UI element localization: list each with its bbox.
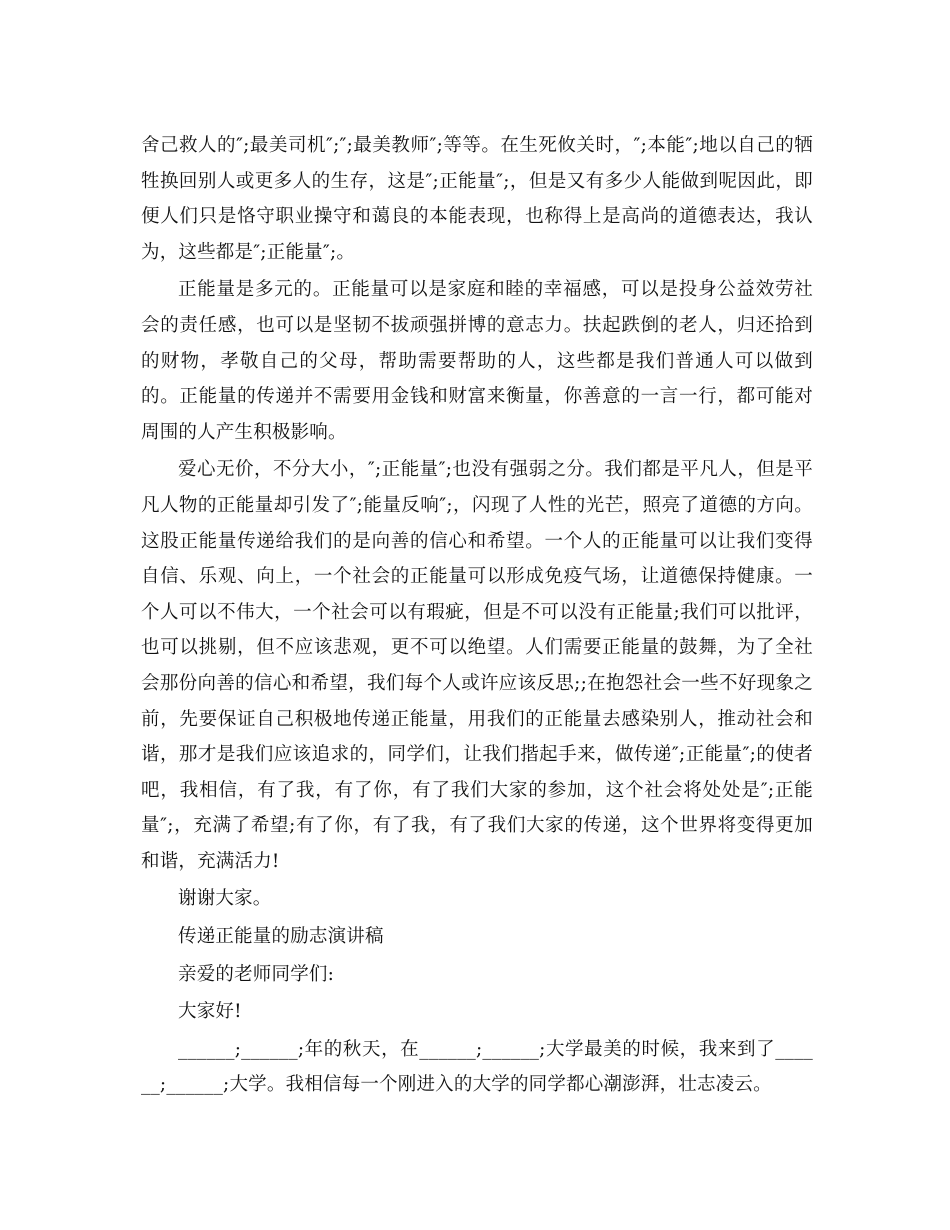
greeting: 大家好!: [178, 1001, 242, 1023]
salutation: 亲爱的老师同学们:: [178, 963, 335, 985]
paragraph-thanks: 谢谢大家。: [178, 888, 272, 910]
paragraph-blanks: ______;______;年的秋天，在______;______;大学最美的时候，我来到了______;______;大学。我相信每一个刚进入的大学的同学都心潮澎湃，壮志凌云。: [141, 1038, 813, 1096]
paragraph-2: 正能量是多元的。正能量可以是家庭和睦的幸福感，可以是投身公益效劳社会的责任感，也可以是坚韧不拔顽强拼博的意志力。扶起跌倒的老人，归还拾到的财物，孝敬自己的父母，帮助需要帮助的人，这些都是我们普通人可以做到的。正能量的传递并不需要用金钱和财富来衡量，你善意的一言一行，都可能对周围的人产生积极影响。: [141, 279, 813, 443]
document-body: [141, 128, 813, 1103]
speech-title: 传递正能量的励志演讲稿: [178, 926, 384, 948]
paragraph-1: 舍己救人的″;最美司机″;″;最美教师″;等等。在生死攸关时，″;本能″;地以自己的牺牲换回别人或更多人的生存，这是″;正能量″;，但是又有多少人能做到呢因此，即便人们只是恪守职业操守和蔼良的本能表现，也称得上是高尚的道德表达，我认为，这些都是″;正能量″;。: [141, 135, 813, 263]
paragraph-3: 爱心无价，不分大小，″;正能量″;也没有强弱之分。我们都是平凡人，但是平凡人物的正能量却引发了″;能量反响″;，闪现了人性的光芒，照亮了道德的方向。这股正能量传递给我们的是向善的信心和希望。一个人的正能量可以让我们变得自信、乐观、向上，一个社会的正能量可以形成免疫气场，让道德保持健康。一个人可以不伟大，一个社会可以有瑕疵，但是不可以没有正能量;我们可以批评，也可以挑剔，但不应该悲观，更不可以绝望。人们需要正能量的鼓舞，为了全社会那份向善的信心和希望，我们每个人或许应该反思;;在抱怨社会一些不好现象之前，先要保证自己积极地传递正能量，用我们的正能量去感染别人，推动社会和谐，那才是我们应该追求的，同学们，让我们揩起手来，做传递″;正能量″;的使者吧，我相信，有了我，有了你，有了我们大家的参加，这个社会将处处是″;正能量″;，充满了希望;有了你，有了我，有了我们大家的传递，这个世界将变得更加和谐，充满活力!: [141, 459, 813, 872]
